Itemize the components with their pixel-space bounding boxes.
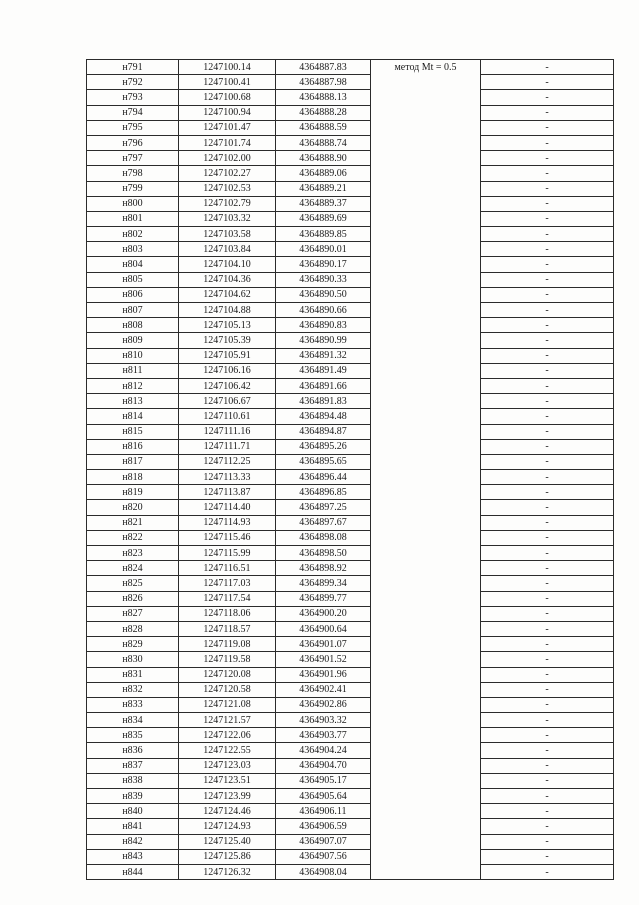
table-row (87, 303, 614, 318)
point-name-cell: н806 (87, 287, 179, 302)
x-coordinate-cell: 1247117.54 (179, 591, 276, 606)
x-coordinate-cell: 1247123.03 (179, 758, 276, 773)
table-row (87, 546, 614, 561)
x-coordinate-cell: 1247122.06 (179, 728, 276, 743)
point-name-cell: н829 (87, 637, 179, 652)
x-coordinate-cell: 1247124.46 (179, 804, 276, 819)
table-row (87, 242, 614, 257)
point-name-cell: н821 (87, 515, 179, 530)
y-coordinate-cell: 4364888.28 (276, 105, 371, 120)
dash-cell: - (481, 363, 614, 378)
dash-cell: - (481, 394, 614, 409)
point-name-cell: н825 (87, 576, 179, 591)
table-row (87, 272, 614, 287)
dash-cell: - (481, 272, 614, 287)
table-row (87, 75, 614, 90)
y-coordinate-cell: 4364901.52 (276, 652, 371, 667)
point-name-cell: н798 (87, 166, 179, 181)
y-coordinate-cell: 4364903.77 (276, 728, 371, 743)
dash-cell: - (481, 181, 614, 196)
dash-cell: - (481, 606, 614, 621)
point-name-cell: н797 (87, 151, 179, 166)
dash-cell: - (481, 470, 614, 485)
point-name-cell: н839 (87, 789, 179, 804)
y-coordinate-cell: 4364906.59 (276, 819, 371, 834)
point-name-cell: н800 (87, 196, 179, 211)
table-row (87, 227, 614, 242)
point-name-cell: н837 (87, 758, 179, 773)
y-coordinate-cell: 4364888.13 (276, 90, 371, 105)
point-name-cell: н841 (87, 819, 179, 834)
table-row (87, 864, 614, 879)
x-coordinate-cell: 1247121.57 (179, 713, 276, 728)
point-name-cell: н791 (87, 60, 179, 75)
dash-cell: - (481, 621, 614, 636)
y-coordinate-cell: 4364890.66 (276, 303, 371, 318)
dash-cell: - (481, 637, 614, 652)
table-row (87, 561, 614, 576)
point-name-cell: н822 (87, 530, 179, 545)
dash-cell: - (481, 849, 614, 864)
y-coordinate-cell: 4364891.49 (276, 363, 371, 378)
dash-cell: - (481, 758, 614, 773)
x-coordinate-cell: 1247100.68 (179, 90, 276, 105)
y-coordinate-cell: 4364887.98 (276, 75, 371, 90)
table-row (87, 470, 614, 485)
table-row (87, 713, 614, 728)
dash-cell: - (481, 789, 614, 804)
y-coordinate-cell: 4364902.41 (276, 682, 371, 697)
point-name-cell: н815 (87, 424, 179, 439)
dash-cell: - (481, 819, 614, 834)
dash-cell: - (481, 515, 614, 530)
x-coordinate-cell: 1247104.10 (179, 257, 276, 272)
x-coordinate-cell: 1247123.99 (179, 789, 276, 804)
table-row (87, 743, 614, 758)
table-row (87, 758, 614, 773)
y-coordinate-cell: 4364901.07 (276, 637, 371, 652)
dash-cell: - (481, 303, 614, 318)
dash-cell: - (481, 333, 614, 348)
x-coordinate-cell: 1247101.74 (179, 135, 276, 150)
point-name-cell: н795 (87, 120, 179, 135)
table-row (87, 211, 614, 226)
table-row (87, 682, 614, 697)
dash-cell: - (481, 439, 614, 454)
dash-cell: - (481, 743, 614, 758)
table-row (87, 637, 614, 652)
x-coordinate-cell: 1247125.86 (179, 849, 276, 864)
coordinates-table-body (87, 60, 614, 880)
x-coordinate-cell: 1247106.16 (179, 363, 276, 378)
dash-cell: - (481, 409, 614, 424)
table-row (87, 789, 614, 804)
x-coordinate-cell: 1247112.25 (179, 454, 276, 469)
point-name-cell: н819 (87, 485, 179, 500)
dash-cell: - (481, 196, 614, 211)
table-row (87, 105, 614, 120)
point-name-cell: н817 (87, 454, 179, 469)
table-row (87, 652, 614, 667)
point-name-cell: н823 (87, 546, 179, 561)
point-name-cell: н796 (87, 135, 179, 150)
method-cell (371, 60, 481, 880)
dash-cell: - (481, 576, 614, 591)
dash-cell: - (481, 485, 614, 500)
y-coordinate-cell: 4364891.32 (276, 348, 371, 363)
y-coordinate-cell: 4364890.01 (276, 242, 371, 257)
y-coordinate-cell: 4364890.99 (276, 333, 371, 348)
x-coordinate-cell: 1247104.62 (179, 287, 276, 302)
dash-cell: - (481, 60, 614, 75)
x-coordinate-cell: 1247111.16 (179, 424, 276, 439)
point-name-cell: н836 (87, 743, 179, 758)
x-coordinate-cell: 1247125.40 (179, 834, 276, 849)
table-row (87, 606, 614, 621)
dash-cell: - (481, 166, 614, 181)
y-coordinate-cell: 4364901.96 (276, 667, 371, 682)
dash-cell: - (481, 242, 614, 257)
x-coordinate-cell: 1247121.08 (179, 697, 276, 712)
x-coordinate-cell: 1247103.58 (179, 227, 276, 242)
table-row (87, 804, 614, 819)
y-coordinate-cell: 4364908.04 (276, 864, 371, 879)
table-row (87, 576, 614, 591)
x-coordinate-cell: 1247113.87 (179, 485, 276, 500)
table-row (87, 318, 614, 333)
table-row (87, 500, 614, 515)
x-coordinate-cell: 1247113.33 (179, 470, 276, 485)
point-name-cell: н809 (87, 333, 179, 348)
y-coordinate-cell: 4364904.24 (276, 743, 371, 758)
y-coordinate-cell: 4364903.32 (276, 713, 371, 728)
table-row (87, 530, 614, 545)
x-coordinate-cell: 1247115.99 (179, 546, 276, 561)
point-name-cell: н811 (87, 363, 179, 378)
y-coordinate-cell: 4364894.87 (276, 424, 371, 439)
y-coordinate-cell: 4364905.17 (276, 773, 371, 788)
y-coordinate-cell: 4364891.83 (276, 394, 371, 409)
x-coordinate-cell: 1247118.06 (179, 606, 276, 621)
dash-cell: - (481, 378, 614, 393)
point-name-cell: н808 (87, 318, 179, 333)
table-row (87, 181, 614, 196)
point-name-cell: н813 (87, 394, 179, 409)
point-name-cell: н833 (87, 697, 179, 712)
y-coordinate-cell: 4364889.21 (276, 181, 371, 196)
y-coordinate-cell: 4364894.48 (276, 409, 371, 424)
y-coordinate-cell: 4364890.50 (276, 287, 371, 302)
table-row (87, 439, 614, 454)
point-name-cell: н805 (87, 272, 179, 287)
x-coordinate-cell: 1247105.13 (179, 318, 276, 333)
table-row (87, 515, 614, 530)
x-coordinate-cell: 1247105.91 (179, 348, 276, 363)
y-coordinate-cell: 4364897.25 (276, 500, 371, 515)
point-name-cell: н843 (87, 849, 179, 864)
table-row (87, 667, 614, 682)
table-row (87, 196, 614, 211)
y-coordinate-cell: 4364898.50 (276, 546, 371, 561)
dash-cell: - (481, 834, 614, 849)
y-coordinate-cell: 4364888.74 (276, 135, 371, 150)
table-row (87, 409, 614, 424)
table-row (87, 394, 614, 409)
y-coordinate-cell: 4364898.08 (276, 530, 371, 545)
x-coordinate-cell: 1247117.03 (179, 576, 276, 591)
dash-cell: - (481, 561, 614, 576)
point-name-cell: н842 (87, 834, 179, 849)
point-name-cell: н827 (87, 606, 179, 621)
y-coordinate-cell: 4364899.77 (276, 591, 371, 606)
point-name-cell: н816 (87, 439, 179, 454)
dash-cell: - (481, 257, 614, 272)
table-row (87, 60, 614, 75)
x-coordinate-cell: 1247120.58 (179, 682, 276, 697)
y-coordinate-cell: 4364900.20 (276, 606, 371, 621)
point-name-cell: н803 (87, 242, 179, 257)
dash-cell: - (481, 713, 614, 728)
y-coordinate-cell: 4364905.64 (276, 789, 371, 804)
dash-cell: - (481, 697, 614, 712)
x-coordinate-cell: 1247122.55 (179, 743, 276, 758)
point-name-cell: н824 (87, 561, 179, 576)
x-coordinate-cell: 1247110.61 (179, 409, 276, 424)
dash-cell: - (481, 227, 614, 242)
x-coordinate-cell: 1247124.93 (179, 819, 276, 834)
table-row (87, 773, 614, 788)
y-coordinate-cell: 4364904.70 (276, 758, 371, 773)
x-coordinate-cell: 1247106.42 (179, 378, 276, 393)
x-coordinate-cell: 1247106.67 (179, 394, 276, 409)
table-row (87, 166, 614, 181)
point-name-cell: н810 (87, 348, 179, 363)
point-name-cell: н820 (87, 500, 179, 515)
dash-cell: - (481, 105, 614, 120)
table-row (87, 485, 614, 500)
dash-cell: - (481, 773, 614, 788)
point-name-cell: н799 (87, 181, 179, 196)
table-row (87, 287, 614, 302)
dash-cell: - (481, 500, 614, 515)
point-name-cell: н807 (87, 303, 179, 318)
y-coordinate-cell: 4364896.85 (276, 485, 371, 500)
y-coordinate-cell: 4364899.34 (276, 576, 371, 591)
y-coordinate-cell: 4364889.37 (276, 196, 371, 211)
x-coordinate-cell: 1247115.46 (179, 530, 276, 545)
dash-cell: - (481, 90, 614, 105)
dash-cell: - (481, 530, 614, 545)
x-coordinate-cell: 1247119.58 (179, 652, 276, 667)
table-row (87, 697, 614, 712)
x-coordinate-cell: 1247102.79 (179, 196, 276, 211)
point-name-cell: н792 (87, 75, 179, 90)
point-name-cell: н828 (87, 621, 179, 636)
x-coordinate-cell: 1247126.32 (179, 864, 276, 879)
x-coordinate-cell: 1247104.36 (179, 272, 276, 287)
point-name-cell: н793 (87, 90, 179, 105)
table-row (87, 333, 614, 348)
dash-cell: - (481, 591, 614, 606)
y-coordinate-cell: 4364906.11 (276, 804, 371, 819)
x-coordinate-cell: 1247102.53 (179, 181, 276, 196)
point-name-cell: н844 (87, 864, 179, 879)
table-row (87, 454, 614, 469)
method-text: метод Mt = 0.5 (394, 62, 457, 73)
point-name-cell: н812 (87, 378, 179, 393)
y-coordinate-cell: 4364907.56 (276, 849, 371, 864)
point-name-cell: н832 (87, 682, 179, 697)
x-coordinate-cell: 1247100.94 (179, 105, 276, 120)
x-coordinate-cell: 1247120.08 (179, 667, 276, 682)
table-row (87, 348, 614, 363)
dash-cell: - (481, 728, 614, 743)
x-coordinate-cell: 1247104.88 (179, 303, 276, 318)
dash-cell: - (481, 864, 614, 879)
dash-cell: - (481, 667, 614, 682)
dash-cell: - (481, 652, 614, 667)
dash-cell: - (481, 287, 614, 302)
dash-cell: - (481, 135, 614, 150)
table-row (87, 135, 614, 150)
y-coordinate-cell: 4364888.59 (276, 120, 371, 135)
table-row (87, 90, 614, 105)
x-coordinate-cell: 1247123.51 (179, 773, 276, 788)
dash-cell: - (481, 75, 614, 90)
y-coordinate-cell: 4364895.65 (276, 454, 371, 469)
x-coordinate-cell: 1247111.71 (179, 439, 276, 454)
x-coordinate-cell: 1247100.41 (179, 75, 276, 90)
dash-cell: - (481, 348, 614, 363)
point-name-cell: н802 (87, 227, 179, 242)
table-row (87, 120, 614, 135)
coordinates-table (86, 59, 614, 880)
y-coordinate-cell: 4364890.17 (276, 257, 371, 272)
x-coordinate-cell: 1247100.14 (179, 60, 276, 75)
dash-cell: - (481, 424, 614, 439)
x-coordinate-cell: 1247118.57 (179, 621, 276, 636)
y-coordinate-cell: 4364889.69 (276, 211, 371, 226)
table-row (87, 378, 614, 393)
point-name-cell: н834 (87, 713, 179, 728)
point-name-cell: н804 (87, 257, 179, 272)
dash-cell: - (481, 151, 614, 166)
dash-cell: - (481, 454, 614, 469)
point-name-cell: н835 (87, 728, 179, 743)
point-name-cell: н801 (87, 211, 179, 226)
point-name-cell: н840 (87, 804, 179, 819)
point-name-cell: н818 (87, 470, 179, 485)
x-coordinate-cell: 1247114.93 (179, 515, 276, 530)
y-coordinate-cell: 4364897.67 (276, 515, 371, 530)
table-row (87, 728, 614, 743)
point-name-cell: н838 (87, 773, 179, 788)
x-coordinate-cell: 1247102.27 (179, 166, 276, 181)
table-row (87, 819, 614, 834)
point-name-cell: н831 (87, 667, 179, 682)
y-coordinate-cell: 4364887.83 (276, 60, 371, 75)
y-coordinate-cell: 4364902.86 (276, 697, 371, 712)
table-row (87, 151, 614, 166)
y-coordinate-cell: 4364891.66 (276, 378, 371, 393)
y-coordinate-cell: 4364896.44 (276, 470, 371, 485)
y-coordinate-cell: 4364895.26 (276, 439, 371, 454)
table-row (87, 849, 614, 864)
y-coordinate-cell: 4364890.33 (276, 272, 371, 287)
point-name-cell: н814 (87, 409, 179, 424)
x-coordinate-cell: 1247116.51 (179, 561, 276, 576)
dash-cell: - (481, 682, 614, 697)
y-coordinate-cell: 4364898.92 (276, 561, 371, 576)
table-row (87, 621, 614, 636)
table-row (87, 363, 614, 378)
x-coordinate-cell: 1247119.08 (179, 637, 276, 652)
x-coordinate-cell: 1247103.32 (179, 211, 276, 226)
dash-cell: - (481, 804, 614, 819)
point-name-cell: н794 (87, 105, 179, 120)
table-row (87, 257, 614, 272)
dash-cell: - (481, 211, 614, 226)
point-name-cell: н826 (87, 591, 179, 606)
dash-cell: - (481, 120, 614, 135)
dash-cell: - (481, 546, 614, 561)
x-coordinate-cell: 1247114.40 (179, 500, 276, 515)
x-coordinate-cell: 1247105.39 (179, 333, 276, 348)
y-coordinate-cell: 4364889.85 (276, 227, 371, 242)
point-name-cell: н830 (87, 652, 179, 667)
x-coordinate-cell: 1247102.00 (179, 151, 276, 166)
dash-cell: - (481, 318, 614, 333)
y-coordinate-cell: 4364900.64 (276, 621, 371, 636)
table-row (87, 424, 614, 439)
x-coordinate-cell: 1247101.47 (179, 120, 276, 135)
x-coordinate-cell: 1247103.84 (179, 242, 276, 257)
y-coordinate-cell: 4364890.83 (276, 318, 371, 333)
y-coordinate-cell: 4364889.06 (276, 166, 371, 181)
table-row (87, 834, 614, 849)
y-coordinate-cell: 4364907.07 (276, 834, 371, 849)
table-row (87, 591, 614, 606)
y-coordinate-cell: 4364888.90 (276, 151, 371, 166)
